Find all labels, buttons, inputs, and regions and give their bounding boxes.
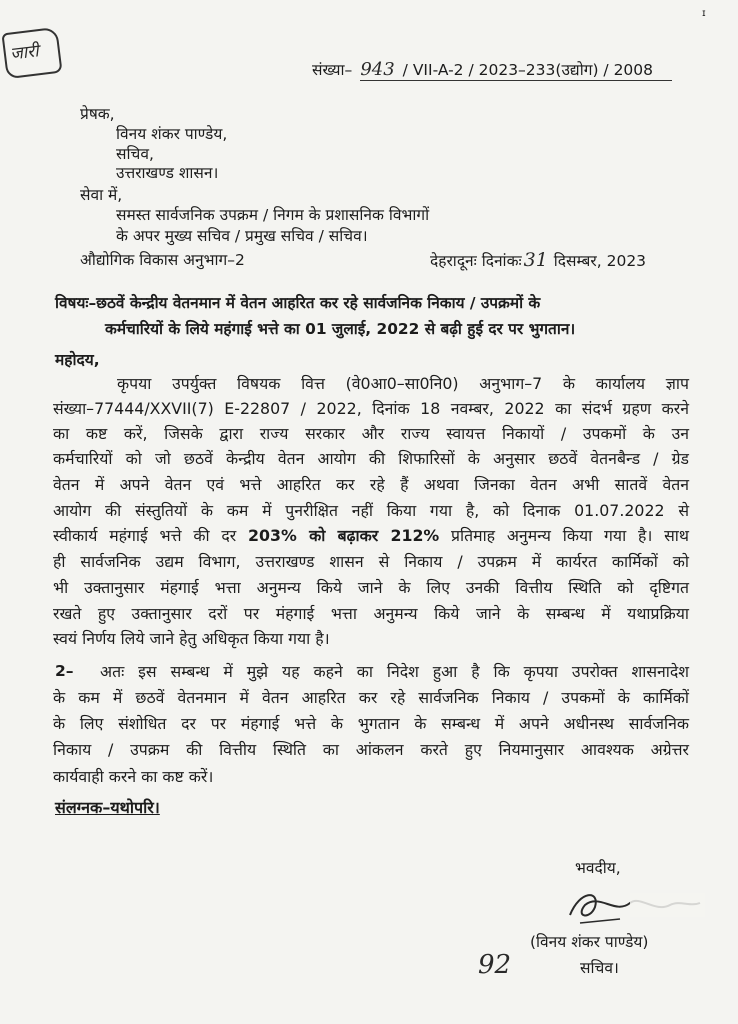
para1-line: संख्या–77444/XXVII(7) E-22807 / 2022, दिनांक 18 नवम्बर, 2022 का संदर्भ ग्रहण करने bbox=[53, 399, 689, 418]
para2-line: अतः इस सम्बन्ध में मुझे यह कहने का निदेश हुआ है कि कृपया उपरोक्त शासनादेश bbox=[100, 662, 689, 681]
signatory-name: (विनय शंकर पाण्डेय) bbox=[530, 933, 649, 951]
recipient-line-2: के अपर मुख्य सचिव / प्रमुख सचिव / सचिव। bbox=[116, 227, 368, 245]
para1-line: स्वयं निर्णय लिये जाने हेतु अधिकृत किया गया है। bbox=[53, 629, 330, 648]
para2-line: के लिए संशोधित दर पर मंहगाई भत्ते के भुगतान के सम्बन्ध में अपने अधीनस्थ सार्वजनिक bbox=[53, 714, 689, 733]
signatory-designation: सचिव। bbox=[580, 959, 619, 977]
recipient-line-1: समस्त सार्वजनिक उपक्रम / निगम के प्रशासनिक विभागों bbox=[116, 206, 430, 224]
letter-date: देहरादूनः दिनांकः 31 दिसम्बर, 2023 bbox=[430, 249, 647, 271]
subject-line-2: कर्मचारियों के लिये महंगाई भत्ते का 01 जुलाई, 2022 से बढ़ी हुई दर पर भुगतान। bbox=[105, 320, 576, 338]
handwritten-number: 943 bbox=[360, 59, 395, 80]
para1-line: ही सार्वजनिक उद्यम विभाग, उत्तराखण्ड शासन से निकाय / उपक्रम में कार्यरत कार्मिकों को bbox=[53, 552, 689, 571]
handwritten-initial: 92 bbox=[478, 950, 512, 980]
rate-change: 203% को बढ़ाकर 212% bbox=[248, 526, 440, 545]
sender-govt: उत्तराखण्ड शासन। bbox=[116, 164, 219, 182]
para1-line: कृपया उपर्युक्त विषयक वित्त (वे0आ0–सा0नि0) अनुभाग–7 के कार्यालय ज्ञाप bbox=[117, 374, 689, 393]
sender-designation: सचिव, bbox=[116, 145, 154, 163]
valediction: भवदीय, bbox=[575, 859, 621, 877]
enclosure-note: संलग्नक–यथोपरि। bbox=[55, 798, 160, 817]
subject-line-1: विषयः–छठवें केन्द्रीय वेतनमान में वेतन आहरित कर रहे सार्वजनिक निकाय / उपक्रमों के bbox=[55, 294, 541, 312]
para1-line: का कष्ट करें, जिसके द्वारा राज्य सरकार और राज्य स्वायत्त निकायों / उपकमों के उन bbox=[53, 424, 689, 443]
para1-line: कर्मचारियों को जो छठवें केन्द्रीय वेतन आयोग की शिफारिसों के अनुसार छठवें वेतनबैन्ड / ग्रेड bbox=[53, 449, 689, 468]
sender-name: विनय शंकर पाण्डेय, bbox=[116, 125, 228, 143]
salutation: महोदय, bbox=[55, 351, 100, 369]
section-name: औद्योगिक विकास अनुभाग–2 bbox=[80, 251, 245, 269]
signature-image bbox=[560, 885, 710, 930]
para1-line: रखते हुए उक्तानुसार दरों पर मंहगाई भत्ता अनुमन्य किये जाने के सम्बन्ध में यथाप्रक्रिया bbox=[53, 604, 689, 623]
reference-underline bbox=[360, 80, 672, 81]
para2-line: कार्यवाही करने का कष्ट करें। bbox=[53, 767, 214, 786]
para1-line: वेतन में अपने वेतन एवं भत्ते आहरित कर रहे हैं अथवा जिनका वेतन अभी सातवें वेतन bbox=[53, 475, 689, 494]
para2-line: निकाय / उपक्रम की वित्तीय स्थिति का आंकलन करते हुए नियमानुसार आवश्यक अग्रेत्तर bbox=[53, 740, 689, 759]
recipient-label: सेवा में, bbox=[80, 186, 123, 204]
para2-line: के कम में छठवें वेतनमान में वेतन आहरित कर रहे सार्वजनिक निकाय / उपकमों के कार्मिकों bbox=[53, 688, 689, 707]
sender-label: प्रेषक, bbox=[80, 105, 115, 123]
issued-stamp-text: जारी bbox=[9, 41, 40, 65]
para1-line-rate: स्वीकार्य महंगाई भत्ते की दर 203% को बढ़ाकर 212% प्रतिमाह अनुमन्य किया गया है। साथ bbox=[53, 526, 689, 545]
para1-line: आयोग की संस्तुतियों के कम में पुनरीक्षित नहीं किया गया है, को दिनाक 01.07.2022 से bbox=[53, 501, 689, 520]
page-mark: ɪ bbox=[702, 8, 706, 19]
para2-number: 2– bbox=[55, 662, 74, 680]
reference-number: संख्या– 943 / VII-A-2 / 2023–233(उद्योग) / 2008 bbox=[312, 59, 654, 80]
handwritten-day: 31 bbox=[523, 249, 548, 271]
para1-line: भी उक्तानुसार मंहगाई भत्ता अनुमन्य किये जाने के लिए उनकी वित्तीय स्थिति को दृष्टिगत bbox=[53, 578, 689, 597]
